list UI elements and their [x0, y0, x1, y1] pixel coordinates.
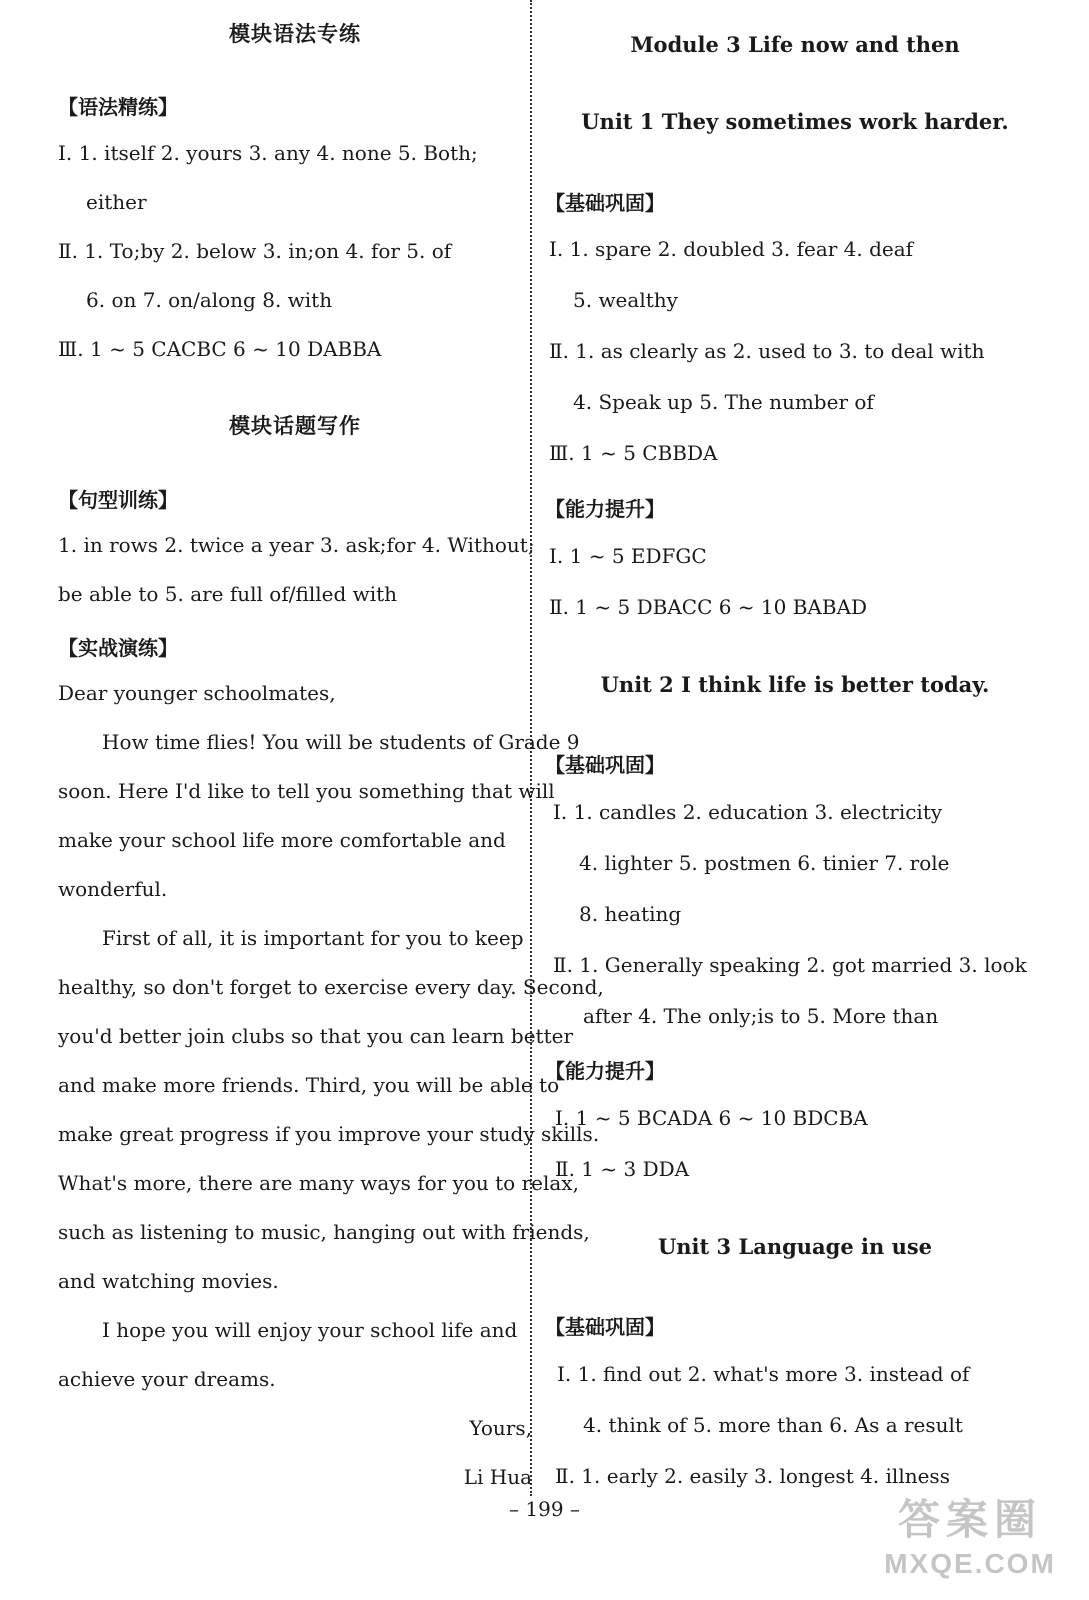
letter-line: First of all, it is important for you to keep: [102, 926, 524, 950]
unit-title: Unit 2 I think life is better today.: [600, 672, 990, 697]
grammar-line: Ⅰ. 1. itself 2. yours 3. any 4. none 5. Both;: [58, 141, 478, 165]
answer-line: Ⅰ. 1 ~ 5 BCADA 6 ~ 10 BDCBA: [555, 1106, 868, 1130]
answer-line: after 4. The only;is to 5. More than: [583, 1004, 939, 1028]
letter-line: make your school life more comfortable and: [58, 828, 506, 852]
answer-line: Ⅱ. 1. as clearly as 2. used to 3. to deal with: [549, 339, 985, 363]
section-heading: 【基础巩固】: [545, 1315, 665, 1339]
answer-line: Ⅱ. 1. Generally speaking 2. got married 3. look: [553, 953, 1027, 977]
unit-title: Unit 1 They sometimes work harder.: [581, 109, 1009, 134]
letter-line: What's more, there are many ways for you to relax,: [58, 1171, 579, 1195]
watermark-top: 答案圈: [897, 1496, 1042, 1543]
grammar-module-title: 模块语法专练: [229, 21, 361, 46]
letter-line: and watching movies.: [58, 1269, 279, 1293]
letter-line: achieve your dreams.: [58, 1367, 276, 1391]
grammar-line: either: [86, 190, 147, 214]
answer-line: 4. think of 5. more than 6. As a result: [583, 1413, 963, 1437]
answer-line: Ⅰ. 1 ~ 5 EDFGC: [549, 544, 707, 568]
watermark-logo: [865, 1494, 1075, 1594]
answer-line: Ⅰ. 1. spare 2. doubled 3. fear 4. deaf: [549, 237, 914, 261]
practice-heading: 【实战演练】: [58, 636, 178, 660]
letter-line: I hope you will enjoy your school life and: [102, 1318, 518, 1342]
grammar-line: Ⅱ. 1. To;by 2. below 3. in;on 4. for 5. of: [58, 239, 452, 263]
answer-line: 4. Speak up 5. The number of: [573, 390, 874, 414]
section-heading: 【能力提升】: [545, 497, 665, 521]
sentence-line: 1. in rows 2. twice a year 3. ask;for 4. Without;: [58, 533, 535, 557]
answer-line: Ⅱ. 1 ~ 3 DDA: [555, 1157, 690, 1181]
section-heading: 【能力提升】: [545, 1059, 665, 1083]
unit-title: Unit 3 Language in use: [657, 1234, 933, 1259]
letter-greeting: Dear younger schoolmates,: [58, 681, 336, 705]
answer-line: Ⅱ. 1. early 2. easily 3. longest 4. illness: [555, 1464, 950, 1488]
answer-line: Ⅰ. 1. find out 2. what's more 3. instead of: [557, 1362, 970, 1386]
answer-line: 4. lighter 5. postmen 6. tinier 7. role: [579, 851, 950, 875]
answer-line: 8. heating: [579, 902, 682, 926]
letter-line: such as listening to music, hanging out with friends,: [58, 1220, 590, 1244]
letter-line: make great progress if you improve your study skills.: [58, 1122, 600, 1146]
section-heading: 【基础巩固】: [545, 191, 665, 215]
answer-line: Ⅲ. 1 ~ 5 CBBDA: [549, 441, 718, 465]
sentence-line: be able to 5. are full of/filled with: [58, 582, 398, 606]
sentence-heading: 【句型训练】: [58, 488, 178, 512]
letter-closing: Yours,: [469, 1416, 532, 1440]
letter-signature: Li Hua: [463, 1465, 532, 1489]
answer-line: Ⅱ. 1 ~ 5 DBACC 6 ~ 10 BABAD: [549, 595, 868, 619]
module-title: Module 3 Life now and then: [630, 32, 960, 57]
letter-line: you'd better join clubs so that you can learn better: [58, 1024, 574, 1048]
section-heading: 【基础巩固】: [545, 753, 665, 777]
page-number: – 199 –: [509, 1497, 580, 1521]
answer-line: 5. wealthy: [573, 288, 678, 312]
letter-line: healthy, so don't forget to exercise every day. Second,: [58, 975, 604, 999]
grammar-line: 6. on 7. on/along 8. with: [86, 288, 333, 312]
letter-line: How time flies! You will be students of Grade 9: [102, 730, 580, 754]
grammar-heading: 【语法精练】: [58, 95, 178, 119]
grammar-line: Ⅲ. 1 ~ 5 CACBC 6 ~ 10 DABBA: [58, 337, 382, 361]
watermark-bottom: MXQE.COM: [884, 1548, 1056, 1579]
letter-line: and make more friends. Third, you will be able to: [58, 1073, 560, 1097]
letter-line: wonderful.: [58, 877, 168, 901]
letter-line: soon. Here I'd like to tell you something that will: [58, 779, 555, 803]
answer-line: Ⅰ. 1. candles 2. education 3. electricity: [553, 800, 943, 824]
writing-module-title: 模块话题写作: [229, 413, 361, 438]
